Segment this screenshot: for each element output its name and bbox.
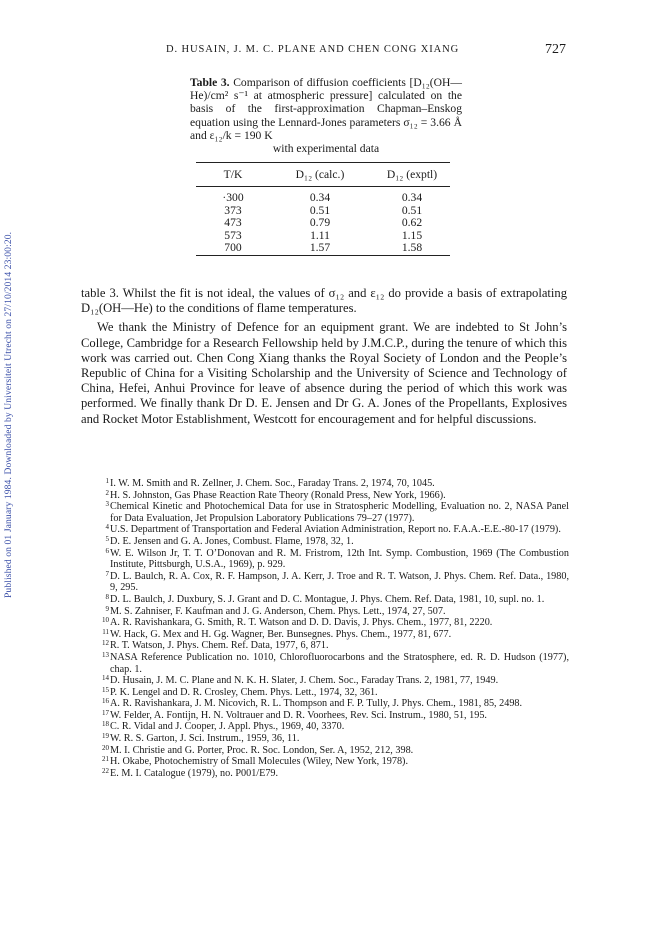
table-row (196, 216, 450, 229)
reference-text: E. M. I. Catalogue (1979), no. P001/E79. (110, 767, 279, 779)
reference-text: A. R. Ravishankara, J. M. Nicovich, R. L. Thompson and F. P. Tully, J. Phys. Chem., 1981, 85, 2498. (110, 698, 523, 710)
table-cell: 700 (224, 241, 242, 254)
reference-number: 22 (102, 766, 109, 775)
download-watermark: Published on 01 January 1984. Downloaded by Universiteit Utrecht on 27/10/2014 23:00:20. (3, 231, 14, 598)
reference-text: W. Hack, G. Mex and H. Gg. Wagner, Ber. Bunsegnes. Phys. Chem., 1977, 81, 677. (110, 628, 452, 640)
reference-text: Chemical Kinetic and Photochemical Data for use in Stratospheric Modelling, Evaluation no. 2, NASA Panel for Data Evaluation, Jet Propulsion Laboratory Publications 79–27 (1977). (110, 501, 569, 524)
references-list (81, 478, 569, 779)
reference-number: 16 (102, 697, 109, 706)
reference-text: U.S. Department of Transportation and Federal Aviation Administration, Report no. F.A.A.-E.E.-80-17 (1979). (110, 524, 561, 536)
table-label: Table 3. (190, 76, 230, 89)
table-cell: 373 (224, 203, 242, 217)
paragraph: table 3. Whilst the fit is not ideal, the values of σ₁₂ and ε₁₂ do provide a basis of extrapolating D₁₂(OH—He) to the conditions of flame temperatures. (81, 286, 567, 316)
table-row (196, 204, 450, 217)
reference-item (81, 548, 569, 571)
table-cell: 1.15 (401, 228, 423, 242)
reference-number: 5 (105, 534, 109, 543)
reference-text: H. Okabe, Photochemistry of Small Molecules (Wiley, New York, 1978). (110, 756, 409, 768)
table-body (196, 187, 450, 255)
reference-item (81, 606, 569, 618)
body-text (81, 286, 567, 427)
table-cell: ·300 (222, 191, 244, 204)
reference-number: 7 (105, 569, 109, 578)
reference-item (81, 524, 569, 536)
table-header-cell: D₁₂ (calc.) (295, 168, 345, 181)
reference-item (81, 594, 569, 606)
reference-text: P. K. Lengel and D. R. Crosley, Chem. Phys. Lett., 1974, 32, 361. (110, 686, 378, 698)
table-caption (190, 76, 462, 155)
reference-number: 3 (105, 500, 109, 509)
reference-text: A. R. Ravishankara, G. Smith, R. T. Watson and D. D. Davis, J. Phys. Chem., 1977, 81, 2220. (110, 617, 493, 629)
reference-item (81, 501, 569, 524)
reference-item (81, 745, 569, 757)
table-caption-text: Comparison of diffusion coefficients [D₁₂(OH—He)/cm² s⁻¹ at atmospheric pressure] calculated on the basis of the first-approximation Chapman–Enskog equation using the Lennard-Jones parameters σ₁₂ = 3.66 Å and ε₁₂/k = 190 K (190, 76, 463, 142)
table-cell: 0.51 (401, 203, 423, 217)
table-cell: 0.79 (309, 216, 331, 229)
reference-item (81, 536, 569, 548)
running-header (0, 44, 648, 60)
table-cell: 473 (224, 216, 242, 229)
reference-item (81, 687, 569, 699)
reference-text: D. E. Jensen and G. A. Jones, Combust. Flame, 1978, 32, 1. (110, 535, 354, 547)
reference-item (81, 756, 569, 768)
reference-number: 17 (102, 708, 109, 717)
reference-text: W. Felder, A. Fontijn, H. N. Voltrauer and D. R. Voorhees, Rev. Sci. Instrum., 1980, 51, 195. (110, 709, 487, 721)
reference-text: M. I. Christie and G. Porter, Proc. R. Soc. London, Ser. A, 1952, 212, 398. (110, 744, 414, 756)
table-cell: 1.11 (310, 228, 330, 242)
reference-number: 13 (102, 650, 109, 659)
reference-number: 4 (105, 523, 109, 532)
reference-text: R. T. Watson, J. Phys. Chem. Ref. Data, 1977, 6, 871. (110, 640, 329, 652)
reference-item (81, 617, 569, 629)
table-header-cell: T/K (223, 168, 243, 181)
reference-item (81, 675, 569, 687)
reference-text: D. L. Baulch, J. Duxbury, S. J. Grant and D. C. Montague, J. Phys. Chem. Ref. Data, 1981, 10, supl. no. 1. (110, 593, 545, 605)
reference-item (81, 629, 569, 641)
reference-number: 21 (102, 755, 109, 764)
reference-number: 9 (105, 604, 109, 613)
table-cell: 1.57 (309, 241, 331, 254)
reference-item (81, 652, 569, 675)
reference-number: 11 (102, 627, 109, 636)
reference-item (81, 478, 569, 490)
table-cell: 0.62 (401, 216, 423, 229)
reference-item (81, 710, 569, 722)
table-caption-last-line: with experimental data (272, 142, 380, 156)
reference-text: H. S. Johnston, Gas Phase Reaction Rate Theory (Ronald Press, New York, 1966). (110, 489, 446, 501)
reference-text: I. W. M. Smith and R. Zellner, J. Chem. Soc., Faraday Trans. 2, 1974, 70, 1045. (110, 478, 435, 489)
reference-number: 1 (105, 477, 109, 485)
reference-item (81, 768, 569, 780)
reference-text: W. R. S. Garton, J. Sci. Instrum., 1959, 36, 11. (110, 733, 300, 745)
reference-number: 19 (102, 732, 109, 741)
reference-number: 8 (105, 592, 109, 601)
reference-item (81, 733, 569, 745)
page-number: 727 (545, 42, 566, 57)
running-header-authors: D. HUSAIN, J. M. C. PLANE AND CHEN CONG XIANG (166, 44, 460, 55)
reference-number: 12 (102, 639, 109, 648)
table-header-cell: D₁₂ (exptl) (386, 168, 438, 181)
reference-text: C. R. Vidal and J. Cooper, J. Appl. Phys., 1969, 40, 3370. (110, 721, 345, 733)
reference-text: W. E. Wilson Jr, T. T. O’Donovan and R. M. Fristrom, 12th Int. Symp. Combustion, 1969 (The Combustion Institute, Pittsburgh, U.S.A., 1969), p. 929. (110, 547, 569, 571)
reference-item (81, 490, 569, 502)
reference-number: 10 (102, 616, 109, 625)
reference-text: NASA Reference Publication no. 1010, Chlorofluorocarbons and the Stratosphere, ed. R. D. Hudson (1977), chap. 1. (110, 651, 569, 675)
table-header-row (196, 163, 450, 187)
table-row (196, 229, 450, 242)
table-row (196, 241, 450, 254)
table-cell: 0.34 (309, 191, 331, 204)
reference-number: 20 (102, 743, 109, 752)
reference-text: M. S. Zahniser, F. Kaufman and J. G. Anderson, Chem. Phys. Lett., 1974, 27, 507. (110, 605, 446, 617)
reference-number: 18 (102, 720, 109, 729)
data-table (196, 162, 450, 256)
reference-item (81, 571, 569, 594)
table-cell: 573 (224, 228, 242, 242)
reference-item (81, 698, 569, 710)
table-cell: 0.51 (309, 203, 331, 217)
table-cell: 0.34 (401, 191, 423, 204)
table-cell: 1.58 (401, 241, 423, 254)
table-row (196, 191, 450, 204)
reference-item (81, 640, 569, 652)
reference-item (81, 721, 569, 733)
reference-text: D. Husain, J. M. C. Plane and N. K. H. Slater, J. Chem. Soc., Faraday Trans. 2, 1981, 77, 1949. (110, 675, 499, 687)
reference-number: 6 (105, 546, 109, 555)
reference-number: 14 (102, 674, 109, 683)
reference-number: 15 (102, 685, 109, 694)
reference-number: 2 (105, 488, 109, 497)
acknowledgements-paragraph: We thank the Ministry of Defence for an equipment grant. We are indebted to St John’s College, Cambridge for a Research Fellowship held by J.M.C.P., during the tenure of which this work was carried out. Chen Cong Xiang thanks the Royal Society of London and the People’s Republic of China for a Visiting Scholarship and the University of Science and Technology of China, Hefei, Anhui Province for leave of absence during the period of which this work was performed. We finally thank Dr D. E. Jensen and Dr G. A. Jones of the Propellants, Explosives and Rocket Motor Establishment, Westcott for encouragement and for helpful discussions. (81, 320, 567, 426)
reference-text: D. L. Baulch, R. A. Cox, R. F. Hampson, J. A. Kerr, J. Troe and R. T. Watson, J. Phys. Chem. Ref. Data., 1980, 9, 295. (110, 570, 569, 594)
